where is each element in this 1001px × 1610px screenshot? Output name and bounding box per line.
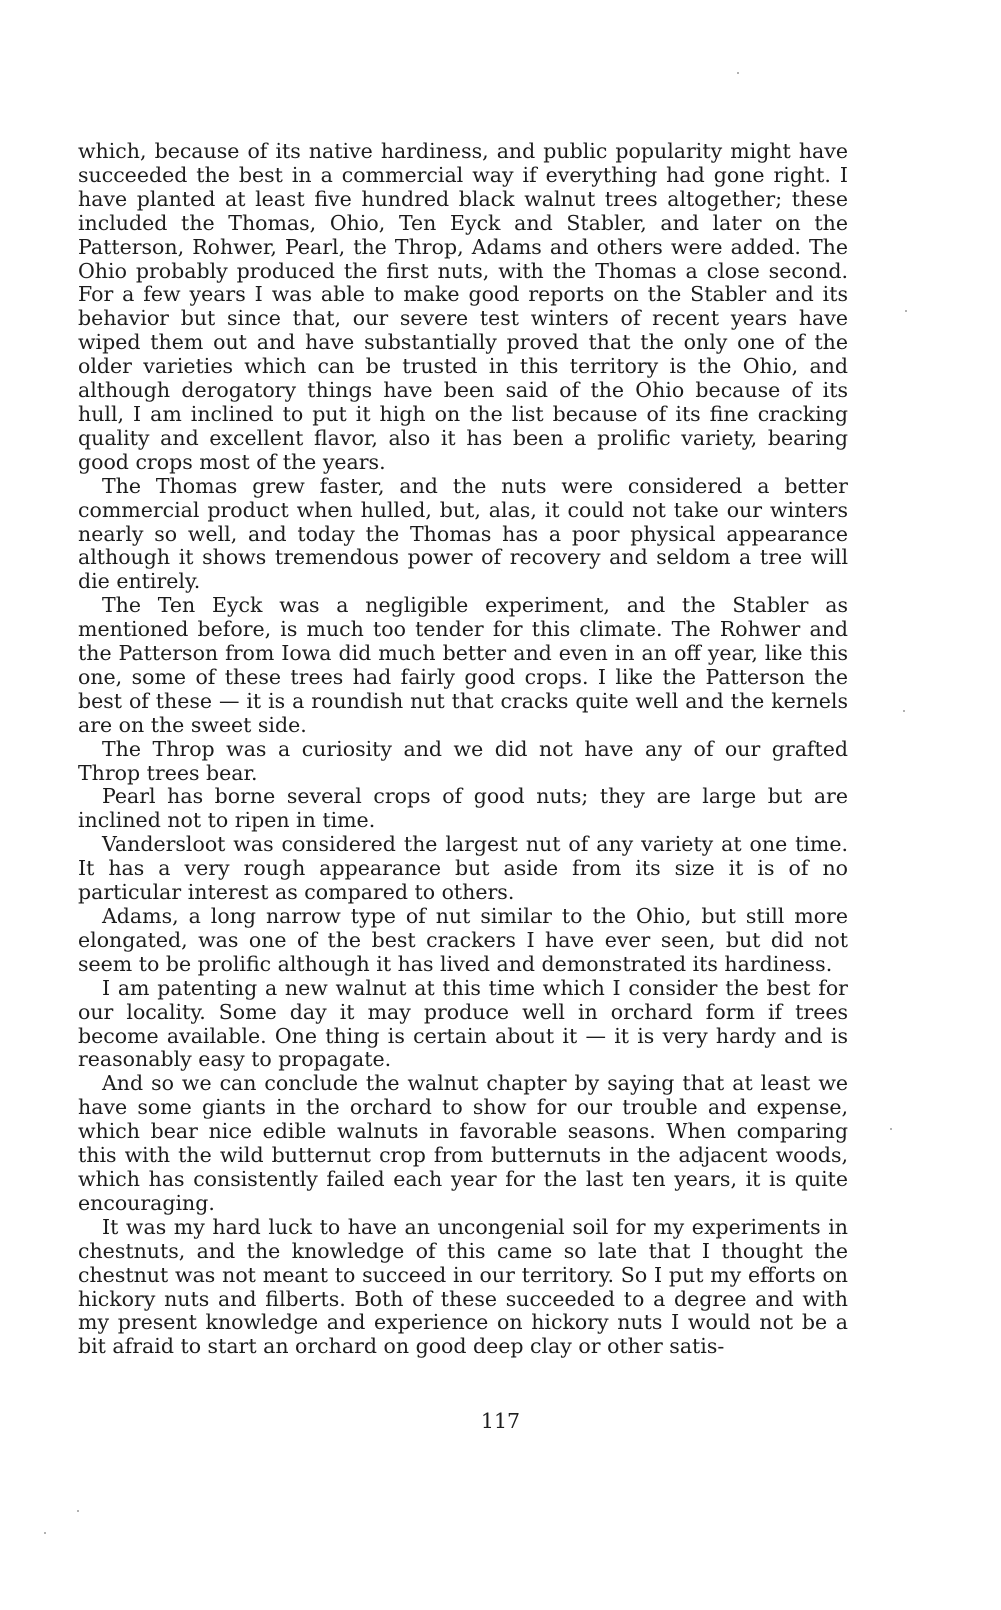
paragraph-1: which, because of its native hardiness, and public popularity might have succeeded the best in a commercial way if everything had gone right. I have planted at least five hundred black walnut trees altogether; these included the Thomas, Ohio, Ten Eyck and Stabler, and later on the Patterson, Rohwer, Pearl, the Throp, Adams and others were added. The Ohio probably produced the first nuts, with the Thomas a close second. For a few years I was able to make good reports on the Stabler and its behavior but since that, our severe test winters of recent years have wiped them out and have substantially proved that the only one of the older varieties which can be trusted in this territory is the Ohio, and although derogatory things have been said of the Ohio because of its hull, I am inclined to put it high on the list because of its fine cracking quality and excellent flavor, also it has been a prolific variety, bearing good crops most of the years.	[78, 139, 848, 474]
paragraph-10: It was my hard luck to have an uncongenial soil for my experiments in chestnuts, and the knowledge of this came so late that I thought the chestnut was not meant to succeed in our territory. So I put my efforts on hickory nuts and filberts. Both of these succeeded to a degree and with my present knowledge and experience on hickory nuts I would not be a bit afraid to start an orchard on good deep clay or other satis-	[78, 1214, 848, 1359]
scan-speck	[77, 1510, 79, 1512]
scan-speck	[44, 1532, 46, 1534]
scan-speck	[737, 72, 739, 74]
paragraph-3: The Ten Eyck was a negligible experiment, and the Stabler as mentioned before, is much too tender for this climate. The Rohwer and the Patterson from Iowa did much better and even in an off year, like this one, some of these trees had fairly good crops. I like the Patterson the best of these — it is a roundish nut that cracks quite well and the kernels are on the sweet side.	[78, 593, 848, 737]
paragraph-4: The Throp was a curiosity and we did not have any of our grafted Throp trees bear.	[78, 736, 848, 785]
scan-speck	[903, 710, 905, 712]
scan-speck	[890, 1128, 892, 1130]
paragraph-8: I am patenting a new walnut at this time which I consider the best for our locality. Some day it may produce well in orchard form if trees become available. One thing is certain about it — it is very hardy and is reasonably easy to propagate.	[78, 975, 848, 1072]
page-number: 117	[480, 1409, 521, 1433]
paragraph-6: Vandersloot was considered the largest nut of any variety at one time. It has a very rough appearance but aside from its size it is of no particular interest as compared to others.	[78, 832, 848, 905]
page-body-text	[78, 140, 848, 1359]
paragraph-7: Adams, a long narrow type of nut similar to the Ohio, but still more elongated, was one of the best crackers I have ever seen, but did not seem to be prolific although it has lived and demonstrated its hardiness.	[78, 904, 848, 976]
scan-speck	[905, 310, 907, 312]
paragraph-2: The Thomas grew faster, and the nuts were considered a better commercial product when hulled, but, alas, it could not take our winters nearly so well, and today the Thomas has a poor physical appearance although it shows tremendous power of recovery and seldom a tree will die entirely.	[78, 473, 848, 594]
paragraph-5: Pearl has borne several crops of good nuts; they are large but are inclined not to ripen in time.	[78, 784, 848, 833]
paragraph-9: And so we can conclude the walnut chapter by saying that at least we have some giants in the orchard to show for our trouble and expense, which bear nice edible walnuts in favorable seasons. When comparing this with the wild butternut crop from butternuts in the adjacent woods, which has consistently failed each year for the last ten years, it is quite encouraging.	[78, 1071, 848, 1215]
